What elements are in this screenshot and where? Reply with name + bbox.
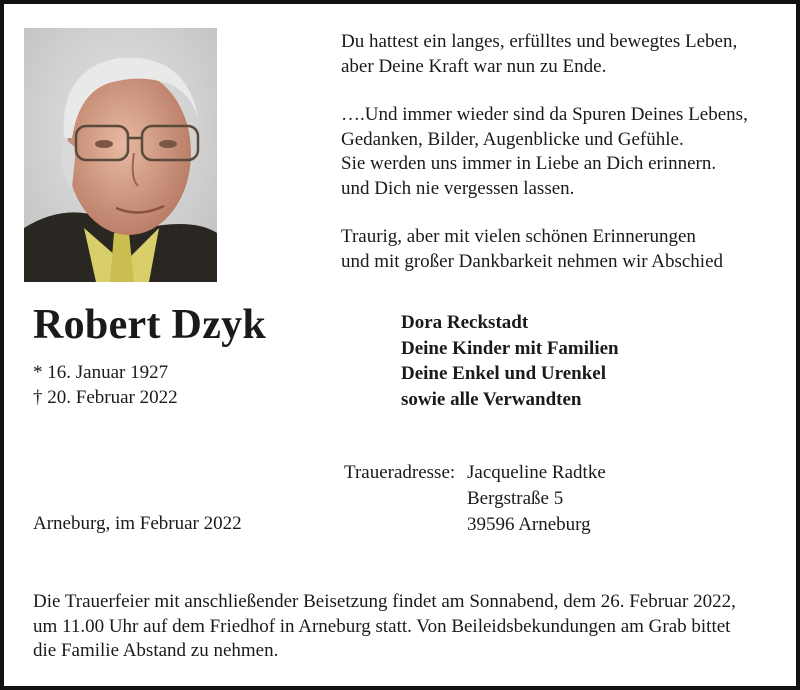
portrait-photo-icon: [24, 28, 217, 282]
verse-line: ….Und immer wieder sind da Spuren Deines Lebens,: [341, 104, 748, 125]
funeral-info-line: um 11.00 Uhr auf dem Friedhof in Arneburg statt. Von Beileidsbekundungen am Grab bittet: [33, 615, 731, 637]
mourner-entry: Deine Enkel und Urenkel: [401, 363, 606, 384]
funeral-info-line: die Familie Abstand zu nehmen.: [33, 640, 279, 661]
verse-line: Traurig, aber mit vielen schönen Erinnerungen: [341, 226, 696, 247]
verse-line: und Dich nie vergessen lassen.: [341, 177, 575, 199]
mourners-list: [401, 310, 619, 412]
deceased-name: Robert Dzyk: [33, 302, 267, 348]
verse-line: Du hattest ein langes, erfülltes und bewegtes Leben,: [341, 31, 738, 52]
funeral-info-line: Die Trauerfeier mit anschließender Beisetzung findet am Sonnabend, dem 26. Februar 2022,: [33, 591, 736, 612]
address-label: Traueradresse:: [344, 462, 456, 483]
death-date: † 20. Februar 2022: [33, 387, 178, 408]
portrait-photo: [24, 28, 217, 282]
birth-date: * 16. Januar 1927: [33, 362, 169, 383]
verse-stanza-1: [341, 30, 781, 79]
mourner-entry: Deine Kinder mit Familien: [401, 337, 619, 359]
verse-line: aber Deine Kraft war nun zu Ende.: [341, 55, 607, 77]
verse-line: Gedanken, Bilder, Augenblicke und Gefühle.: [341, 128, 684, 150]
verse-line: Sie werden uns immer in Liebe an Dich erinnern.: [341, 153, 717, 174]
mourner-entry: sowie alle Verwandten: [401, 388, 582, 410]
verse-stanza-2: [341, 103, 781, 201]
verse-stanza-3: [341, 225, 781, 274]
mourner-entry: Dora Reckstadt: [401, 312, 529, 333]
verse-line: und mit großer Dankbarkeit nehmen wir Abschied: [341, 250, 724, 272]
address-city: 39596 Arneburg: [467, 514, 591, 535]
funeral-information: [33, 590, 783, 664]
address-street: Bergstraße 5: [467, 488, 564, 509]
address-name: Jacqueline Radtke: [467, 462, 606, 483]
life-dates: [33, 360, 178, 410]
mourning-address: [344, 460, 606, 538]
memorial-verse: [341, 30, 781, 274]
place-and-date: Arneburg, im Februar 2022: [33, 513, 242, 534]
